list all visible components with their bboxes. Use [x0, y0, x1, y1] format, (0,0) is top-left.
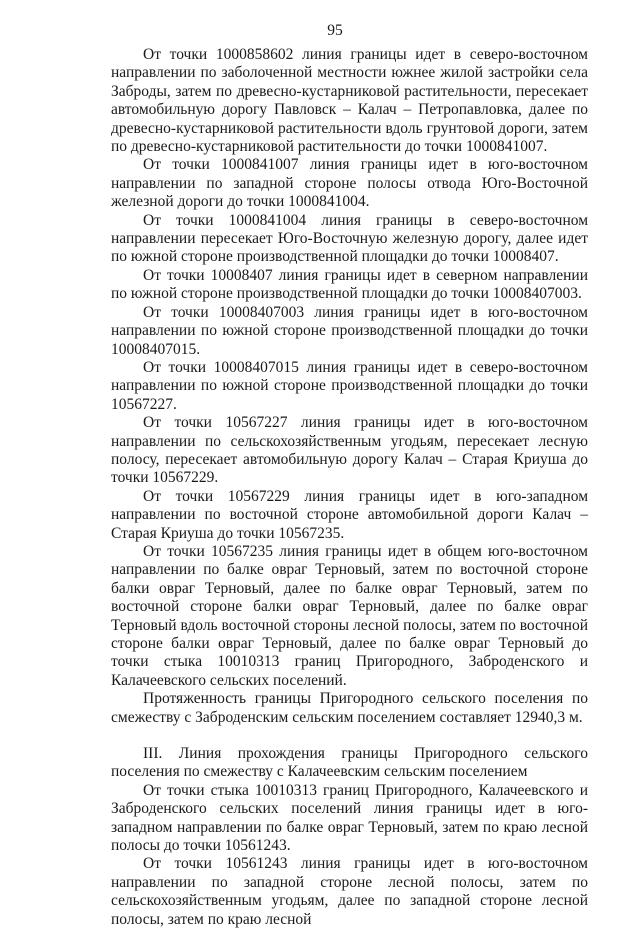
paragraph: От точки 1000858602 линия границы идет в северо-восточном направлении по заболоченной местности южнее жилой застройки села Заброды, затем по древесно-кустарниковой растительности, пересекает автомобильную дорогу Павловск – Калач – Петропавловка, далее по древесно-кустарниковой растительности вдоль грунтовой дороги, затем по древесно-кустарниковой растительности до точки 1000841007. — [111, 46, 588, 156]
paragraph: От точки 1000841004 линия границы в северо-восточном направлении пересекает Юго-Восточную железную дорогу, далее идет по южной стороне производственной площадки до точки 10008407. — [111, 211, 588, 266]
paragraph: От точки 10008407 линия границы идет в северном направлении по южной стороне производственной площадки до точки 10008407003. — [111, 266, 588, 303]
paragraph: От точки 10567229 линия границы идет в юго-западном направлении по восточной стороне автомобильной дороги Калач – Старая Криуша до точки 10567235. — [111, 487, 588, 542]
page-number: 95 — [327, 22, 343, 39]
paragraph: От точки 10008407015 линия границы идет в северо-восточном направлении по южной стороне производственной площадки до точки 10567227. — [111, 358, 588, 413]
paragraph: От точки 10561243 линия границы идет в юго-восточном направлении по западной стороне лесной полосы, затем по сельскохозяйственным угодьям, далее по западной стороне лесной полосы, затем по краю лесной — [111, 855, 588, 928]
paragraph: От точки 10008407003 линия границы идет в юго-восточном направлении по южной стороне производственной площадки до точки 10008407015. — [111, 303, 588, 358]
section-spacer — [111, 727, 588, 745]
paragraph: От точки стыка 10010313 границ Пригородного, Калачеевского и Заброденского сельских поселений линия границы идет в юго-западном направлении по балке овраг Терновый, затем по краю лесной полосы до точки 10561243. — [111, 781, 588, 855]
paragraph: Протяженность границы Пригородного сельского поселения по смежеству с Заброденским сельским поселением составляет 12940,3 м. — [111, 690, 588, 726]
section-heading: III. Линия прохождения границы Пригородного сельского поселения по смежеству с Калачеевским сельским поселением — [111, 745, 588, 781]
paragraph: От точки 1000841007 линия границы идет в юго-восточном направлении по западной стороне полосы отвода Юго-Восточной железной дороги до точки 1000841004. — [111, 156, 588, 211]
paragraph: От точки 10567227 линия границы идет в юго-восточном направлении по сельскохозяйственным угодьям, пересекает лесную полосу, пересекает автомобильную дорогу Калач – Старая Криуша до точки 10567229. — [111, 414, 588, 487]
paragraph: От точки 10567235 линия границы идет в общем юго-восточном направлении по балке овраг Терновый, затем по восточной стороне балки овраг Терновый, далее по балке овраг Терновый, затем по восточной стороне балки овраг Терновый, далее по балке овраг Терновый вдоль восточной стороны лесной полосы, затем по восточной стороне балки овраг Терновый, далее по балке овраг Терновый до точки стыка 10010313 границ Пригородного, Заброденского и Калачеевского сельских поселений. — [111, 542, 588, 689]
